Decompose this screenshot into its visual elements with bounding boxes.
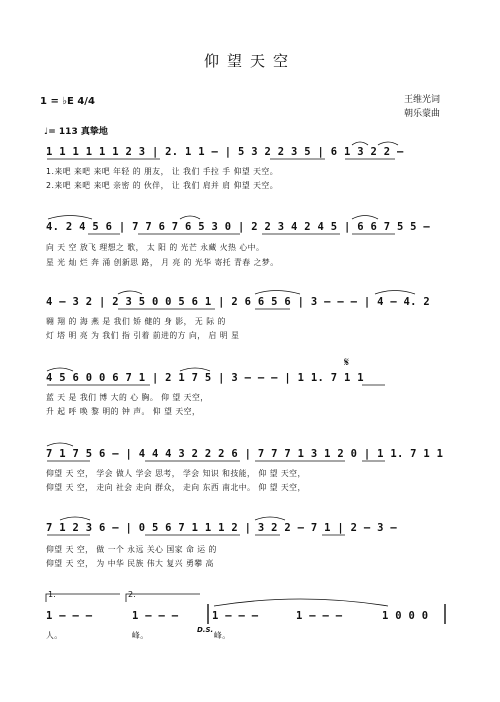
- ending-measure-4: 1 – – –: [296, 610, 343, 622]
- system-6-lyric-1: 仰望 天 空， 做 一个 永远 关心 国家 命 运 的: [46, 545, 217, 554]
- system-1-lyric-2: 2.来吧 来吧 来吧 亲密 的 伙伴， 让 我们 肩并 肩 仰望 天空。: [46, 181, 279, 190]
- system-5-lyric-1: 仰望 天 空， 学会 做人 学会 思考， 学会 知识 和技能， 仰 望 天空，: [46, 469, 306, 478]
- slur: [180, 216, 200, 219]
- system-2-notes: 4. 2 4 5 6 | 7 7 6 7 6 5 3 0 | 2 2 3 4 2 4 5 | 6 6 7 5 5 –: [46, 221, 431, 233]
- system-5-notes: 7 1 7 5 6 – | 4 4 4 3 2 2 2 6 | 7 7 7 1 3 1 2 0 | 1 1. 7 1 1: [46, 448, 444, 460]
- system-1-notes: 1 1 1 1 1 1 2 3 | 2. 1 1 – | 5 3 2 2 3 5 | 6 1 3 2 2 –: [46, 146, 404, 158]
- volta-1-label: 1.: [48, 590, 56, 599]
- volta-bracket-1: [46, 594, 120, 602]
- system-4-notes: 4 5 6 0 0 6 7 1 | 2 1 7 5 | 3 – – – | 1 1. 7 1 1: [46, 372, 364, 384]
- slur: [60, 517, 90, 520]
- composer: 朝乐蒙曲: [404, 109, 441, 119]
- slur: [255, 291, 300, 295]
- system-3-lyric-2: 灯 塔 明 亮 为 我们 指 引着 前进的方 向， 启 明 星: [46, 331, 240, 340]
- system-4-lyric-1: 蓝 天 是 我们 博 大的 心 胸。 仰 望 天空，: [46, 393, 209, 402]
- ending-measure-5: 1 0 0 0: [382, 610, 429, 622]
- segno-sign: 𝄋: [344, 355, 350, 369]
- tempo-marking: ♩= 113 真挚地: [44, 127, 108, 137]
- dal-segno-mark: D.S.: [197, 626, 214, 634]
- system-4-lyric-2: 升 起 呼 唤 黎 明的 钟 声。 仰 望 天空，: [46, 407, 201, 416]
- song-title: 仰望天空: [203, 52, 296, 70]
- ending-lyric-2: 峰。: [132, 631, 149, 640]
- ending-lyric-1: 人。: [46, 631, 63, 640]
- slur: [47, 368, 73, 371]
- ending-measure-1: 1 – – –: [46, 610, 93, 622]
- system-6-notes: 7 1 2 3 6 – | 0 5 6 7 1 1 1 2 | 3 2 2 – 7 1 | 2 – 3 –: [46, 522, 397, 534]
- ending-measure-2: 1 – – –: [132, 610, 179, 622]
- slur: [118, 291, 142, 294]
- slur: [378, 142, 398, 145]
- slur: [47, 443, 73, 446]
- system-5-lyric-2: 仰望 天 空， 走向 社会 走向 群众， 走向 东西 南北中。 仰 望 天空，: [46, 483, 306, 492]
- slur: [352, 216, 378, 220]
- slur: [255, 517, 285, 520]
- lyricist: 王维光词: [404, 95, 441, 105]
- slur: [180, 368, 210, 371]
- slur: [375, 291, 415, 295]
- system-2-lyric-1: 向 天 空 放飞 理想之 歌， 太 阳 的 光芒 永藏 火热 心中。: [46, 243, 265, 252]
- volta-2-label: 2.: [128, 590, 136, 599]
- system-3-notes: 4 – 3 2 | 2 3 5 0 0 5 6 1 | 2 6 6 5 6 | 3 – – – | 4 – 4. 2: [46, 296, 431, 308]
- system-2-lyric-2: 星 光 灿 烂 奔 涌 创新思 路， 月 亮 的 光华 寄托 青春 之梦。: [46, 258, 279, 267]
- system-6-lyric-2: 仰望 天 空， 为 中华 民族 伟大 复兴 勇攀 高: [46, 559, 214, 568]
- volta-bracket-2: [126, 594, 200, 602]
- slur: [48, 216, 92, 220]
- system-1-lyric-1: 1.来吧 来吧 来吧 年轻 的 朋友， 让 我们 手拉 手 仰望 天空。: [46, 167, 279, 176]
- slur: [352, 142, 368, 145]
- ending-lyric-3: 峰。: [214, 631, 231, 640]
- ending-measure-3: 1 – – –: [212, 610, 259, 622]
- system-3-lyric-1: 翱 翔 的 海 燕 是 我们 矫 健的 身 影， 无 际 的: [46, 317, 226, 326]
- key-signature: 1 = ♭E 4/4: [40, 96, 95, 107]
- tie: [214, 599, 388, 606]
